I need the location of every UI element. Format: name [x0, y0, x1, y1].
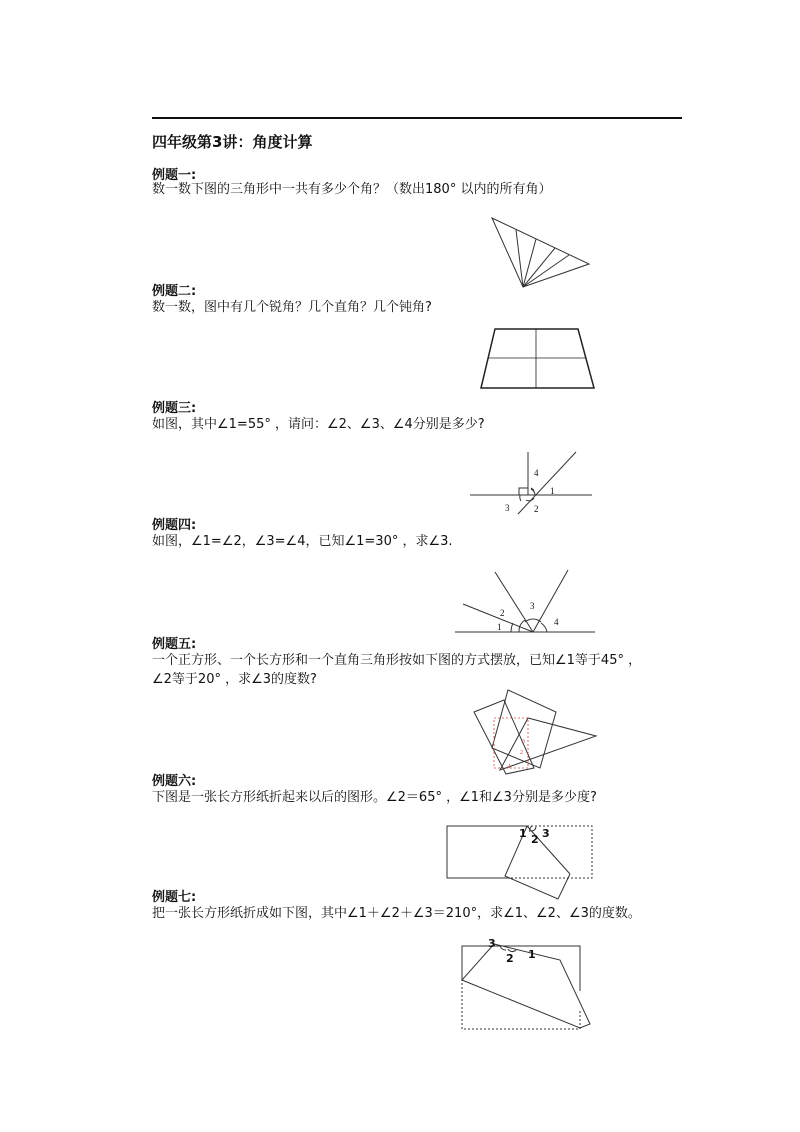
example-1-question: 数一数下图的三角形中一共有多少个角？（数出180° 以内的所有角） [152, 182, 552, 197]
top-rule [152, 117, 682, 119]
example-5-question-line-1: 一个正方形、一个长方形和一个直角三角形按如下图的方式摆放，已知∠1等于45° ， [152, 653, 642, 668]
ex7-angle-1: 1 [528, 948, 536, 961]
ex7-angle-3: 3 [488, 937, 496, 950]
example-3-question: 如图，其中∠1=55° ，请问：∠2、∠3、∠4分别是多少? [152, 417, 485, 432]
ex4-angle-2: 2 [500, 608, 505, 618]
example-6-figure [446, 822, 594, 904]
ex3-angle-1: 1 [550, 486, 555, 496]
example-1-label: 例题一: [152, 168, 197, 183]
ex5-angle-1: 1 [508, 764, 511, 770]
example-4-label: 例题四: [152, 518, 197, 533]
ex5-angle-3: 3 [522, 739, 525, 745]
ex6-angle-1: 1 [519, 827, 527, 840]
example-2-figure [478, 327, 598, 391]
example-5-figure [470, 688, 600, 776]
ex5-angle-2: 2 [520, 750, 523, 756]
example-7-figure [460, 936, 598, 1034]
example-3-label: 例题三: [152, 401, 197, 416]
example-7-question: 把一张长方形纸折成如下图，其中∠1＋∠2＋∠3＝210°，求∠1、∠2、∠3的度数。 [152, 906, 641, 921]
ex7-angle-2: 2 [506, 952, 514, 965]
example-2-label: 例题二: [152, 284, 197, 299]
example-6-label: 例题六: [152, 774, 197, 789]
ex4-angle-4: 4 [554, 617, 559, 627]
ex3-angle-4: 4 [534, 468, 539, 478]
example-5-question-line-2: ∠2等于20° ，求∠3的度数? [152, 672, 317, 687]
example-4-figure [455, 568, 595, 636]
example-1-figure [490, 216, 592, 290]
example-3-figure [470, 448, 592, 518]
example-7-label: 例题七: [152, 890, 197, 905]
example-4-question: 如图，∠1=∠2，∠3=∠4，已知∠1=30° ，求∠3. [152, 534, 453, 549]
ex3-angle-3: 3 [505, 503, 510, 513]
ex4-angle-3: 3 [530, 601, 535, 611]
ex4-angle-1: 1 [497, 622, 502, 632]
ex3-angle-2: 2 [534, 504, 539, 514]
example-6-question: 下图是一张长方形纸折起来以后的图形。∠2＝65° ，∠1和∠3分别是多少度? [152, 790, 597, 805]
example-2-question: 数一数，图中有几个锐角？几个直角？几个钝角? [152, 300, 432, 315]
example-5-label: 例题五: [152, 637, 197, 652]
ex6-angle-3: 3 [542, 827, 550, 840]
page-title: 四年级第3讲：角度计算 [152, 133, 313, 151]
ex6-angle-2: 2 [531, 833, 539, 846]
